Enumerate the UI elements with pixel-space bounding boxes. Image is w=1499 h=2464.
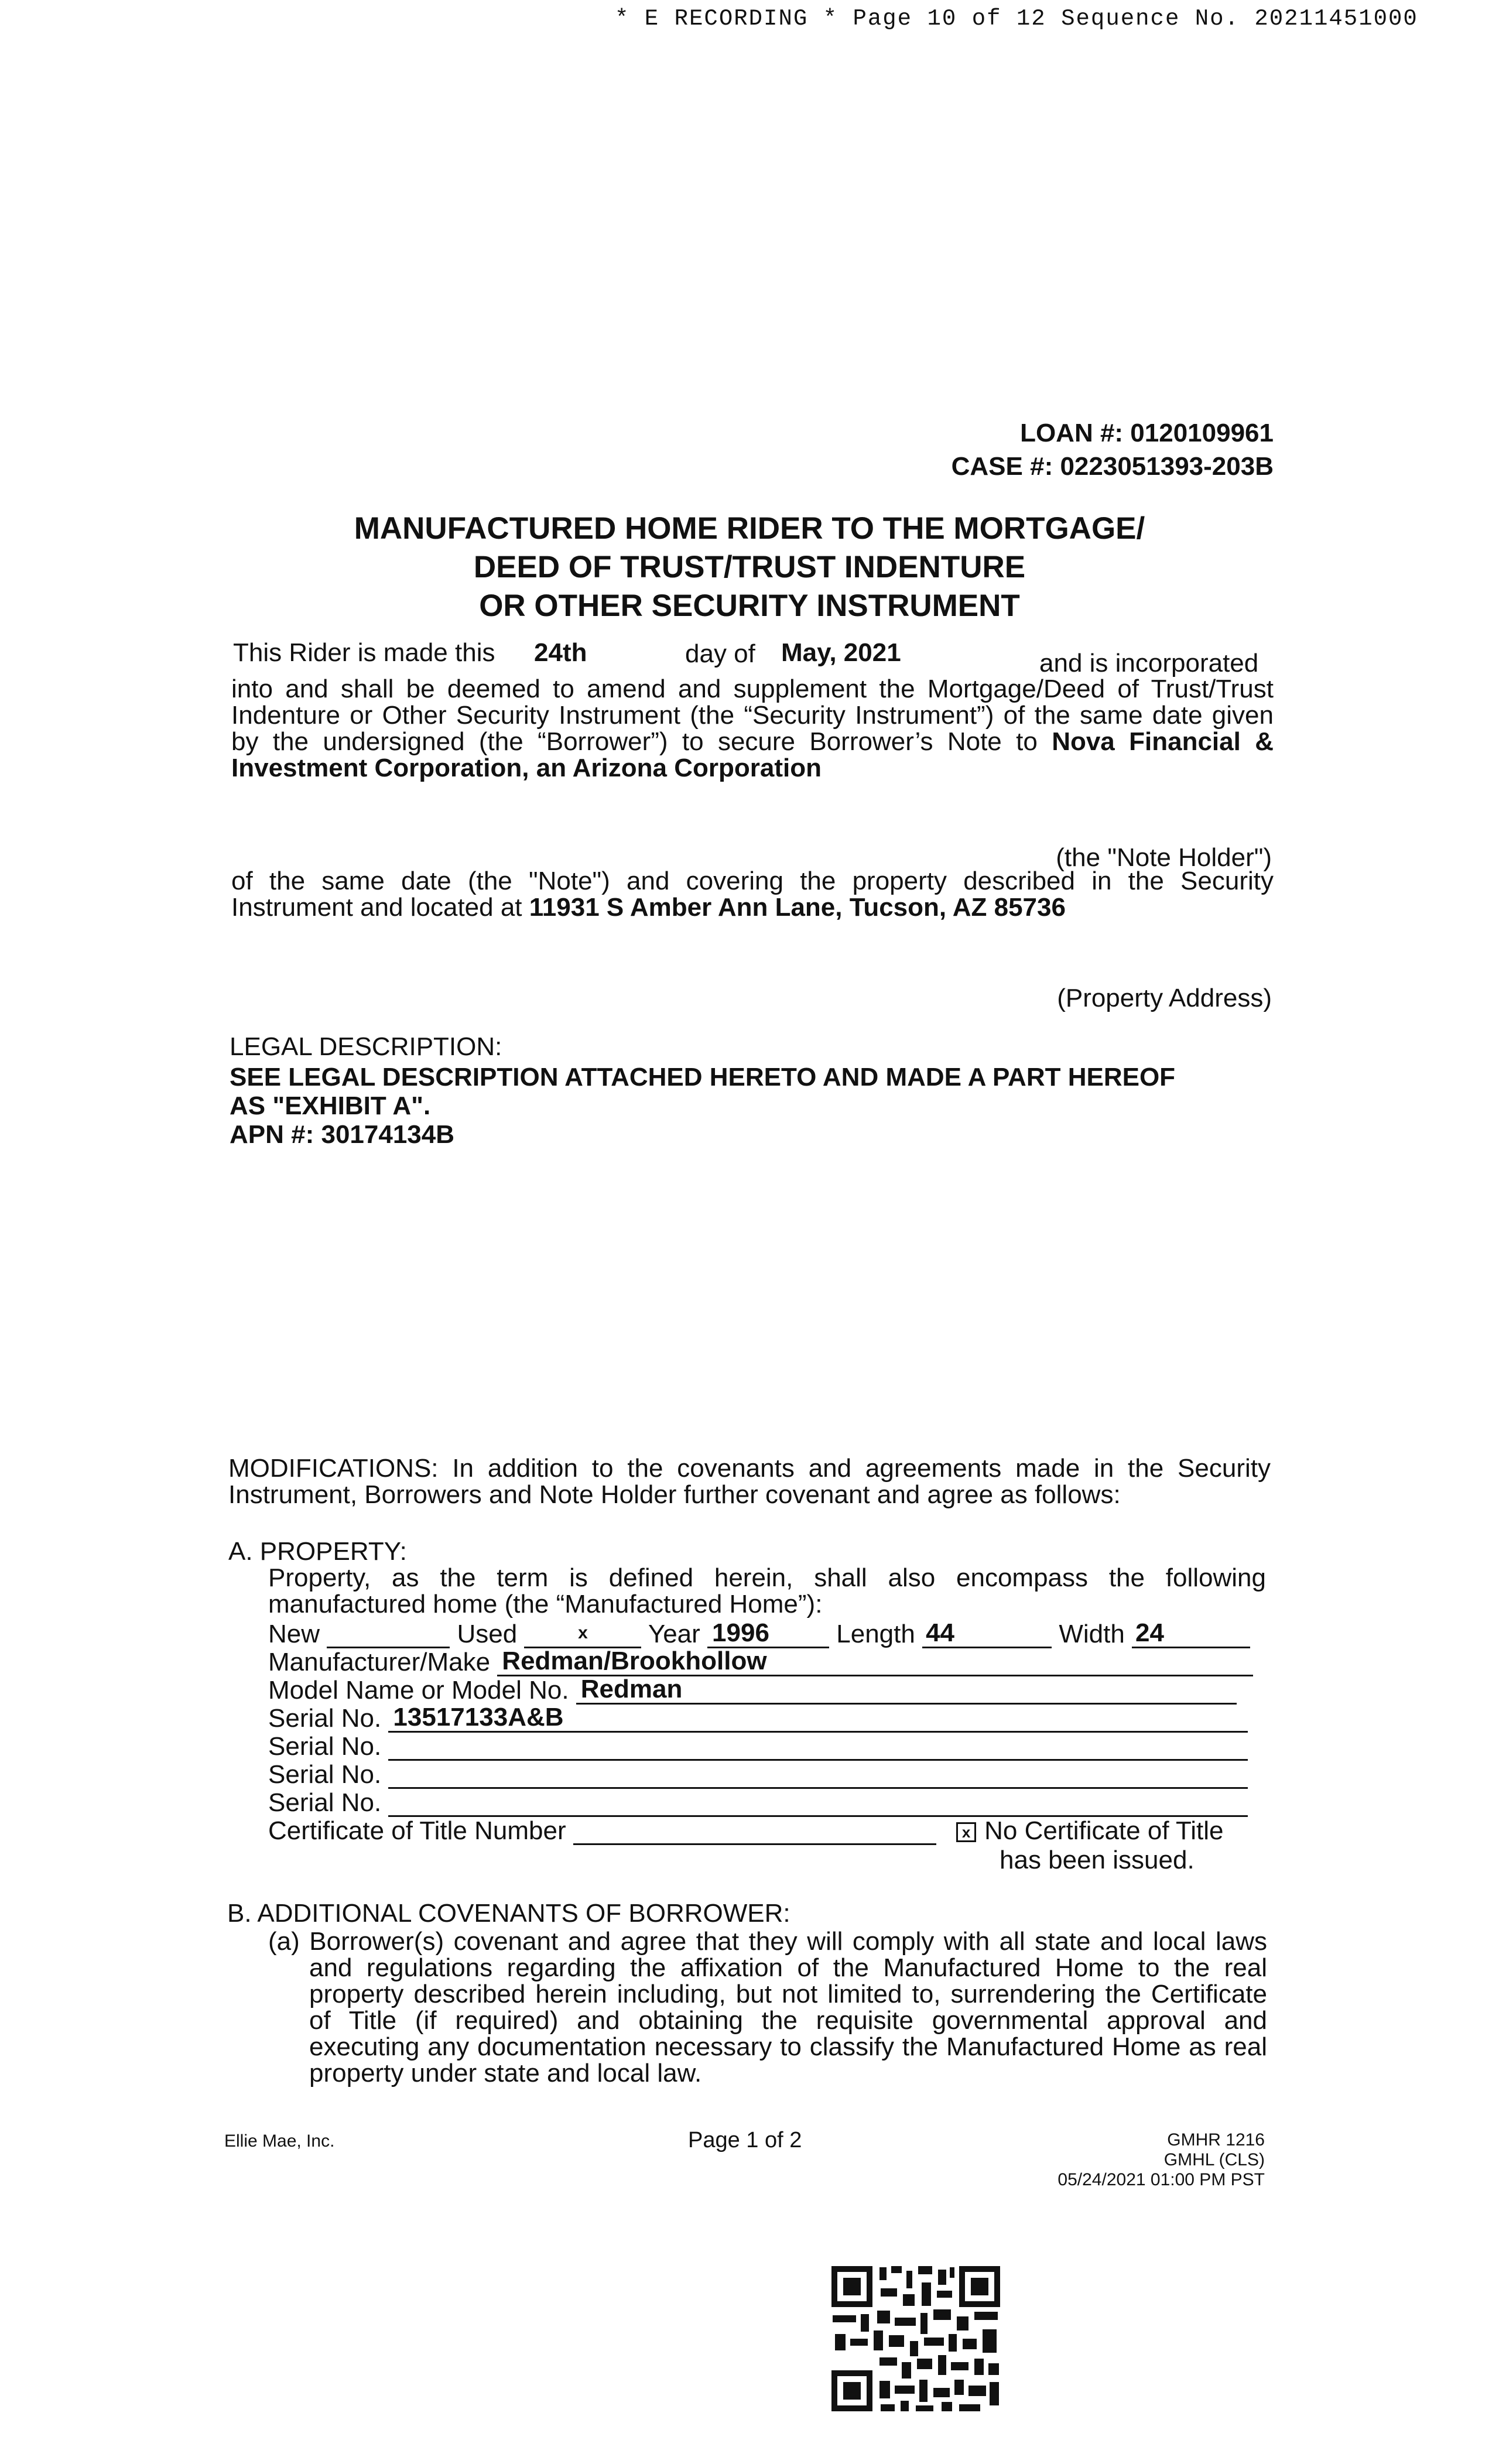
new-value [327,1620,450,1648]
home-details-row [268,1620,1250,1648]
footer-page: Page 1 of 2 [688,2128,802,2152]
intro-made-this: This Rider is made this [233,638,495,667]
lender-name: Nova Financial & Investment Corporation, an Arizona Corporation [231,727,1274,782]
intro-day-of: day of [685,639,755,668]
serial-value-2 [388,1732,1248,1761]
width-value: 24 [1132,1620,1250,1648]
make-row [268,1648,1253,1676]
model-label: Model Name or Model No. [268,1676,569,1705]
length-value: 44 [922,1620,1052,1648]
certificate-label: Certificate of Title Number [268,1816,566,1845]
intro-month-year: May, 2021 [781,638,901,667]
legal-heading: LEGAL DESCRIPTION: [230,1032,502,1061]
new-label: New [268,1620,320,1648]
make-label: Manufacturer/Make [268,1648,491,1676]
serial-label-3: Serial No. [268,1760,382,1789]
rider-title-line-2: DEED OF TRUST/TRUST INDENTURE [473,550,1026,584]
serial-value-1: 13517133A&B [388,1704,1248,1733]
recording-header: * E RECORDING * Page 10 of 12 Sequence No. 20211451000 [615,6,1418,32]
used-label: Used [457,1620,518,1648]
serial-row-1 [268,1704,1248,1732]
property-body: of the same date (the "Note") and covering the property described in the Security Instrument and located at [231,867,1274,922]
section-a-text: Property, as the term is defined herein, shall also encompass the following manufactured home (the “Manufactured Home”): [268,1563,1266,1618]
intro-paragraph [231,676,1274,781]
serial-value-3 [388,1760,1248,1789]
rider-title-line-1: MANUFACTURED HOME RIDER TO THE MORTGAGE/ [354,511,1145,546]
year-label: Year [648,1620,700,1648]
model-row [268,1676,1237,1704]
certificate-row [268,1816,1223,1844]
intro-incorporated: and is incorporated [1039,649,1259,677]
serial-row-2 [268,1732,1248,1760]
legal-line-1: SEE LEGAL DESCRIPTION ATTACHED HERETO AND MADE A PART HEREOF [230,1063,1176,1091]
covenant-a: (a) Borrower(s) covenant and agree that they will comply with all state and local laws and regulations regarding the affixation of the Manufactured Home to the real property described herein including, but not limited to, surrendering the Certificate of Title (if required) and obtaining the requisite governmental approval and executing any documentation necessary to classify the Manufactured Home as real property under state and local law. [268,1927,1267,2087]
modifications-paragraph: MODIFICATIONS: In addition to the covenants and agreements made in the Security Instrument, Borrowers and Note Holder further covenant and agree as follows: [228,1454,1271,1509]
certificate-value [573,1816,936,1845]
note-holder-label: (the "Note Holder") [1056,843,1272,872]
intro-day: 24th [534,638,587,667]
no-certificate-label: No Certificate of Title [984,1816,1224,1845]
section-a-heading: A. PROPERTY: [228,1537,407,1566]
barcode-icon [830,2265,1001,2412]
make-value: Redman/Brookhollow [497,1648,1253,1676]
rider-title-line-3: OR OTHER SECURITY INSTRUMENT [479,588,1020,623]
property-address-label: (Property Address) [1057,984,1272,1012]
case-number: CASE #: 0223051393-203B [951,452,1274,481]
model-value: Redman [576,1676,1237,1705]
property-address: 11931 S Amber Ann Lane, Tucson, AZ 85736 [529,893,1066,922]
no-certificate-label-2: has been issued. [1000,1846,1195,1874]
footer-form-code: GMHL (CLS) [1163,2150,1265,2169]
serial-label-4: Serial No. [268,1788,382,1817]
serial-label-1: Serial No. [268,1704,382,1733]
length-label: Length [836,1620,915,1648]
serial-label-2: Serial No. [268,1732,382,1761]
footer-form-id: GMHR 1216 [1167,2130,1265,2150]
property-paragraph [231,868,1274,920]
loan-number: LOAN #: 0120109961 [1020,419,1274,447]
used-value: x [524,1620,641,1648]
footer-company: Ellie Mae, Inc. [224,2131,335,2151]
no-certificate-checkbox[interactable]: x [956,1822,976,1842]
serial-row-4 [268,1788,1248,1816]
serial-row-3 [268,1760,1248,1788]
year-value: 1996 [707,1620,829,1648]
intro-body: into and shall be deemed to amend and supplement the Mortgage/Deed of Trust/Trust Indenture or Other Security Instrument (the “Security Instrument”) of the same date given by the undersigned (the “Borrower”) to secure Borrower’s Note to [231,675,1274,756]
legal-line-2: AS "EXHIBIT A". [230,1091,431,1120]
width-label: Width [1059,1620,1125,1648]
serial-value-4 [388,1788,1248,1817]
section-b-heading: B. ADDITIONAL COVENANTS OF BORROWER: [227,1899,790,1928]
apn-number: APN #: 30174134B [230,1120,455,1149]
footer-timestamp: 05/24/2021 01:00 PM PST [1057,2170,1265,2189]
